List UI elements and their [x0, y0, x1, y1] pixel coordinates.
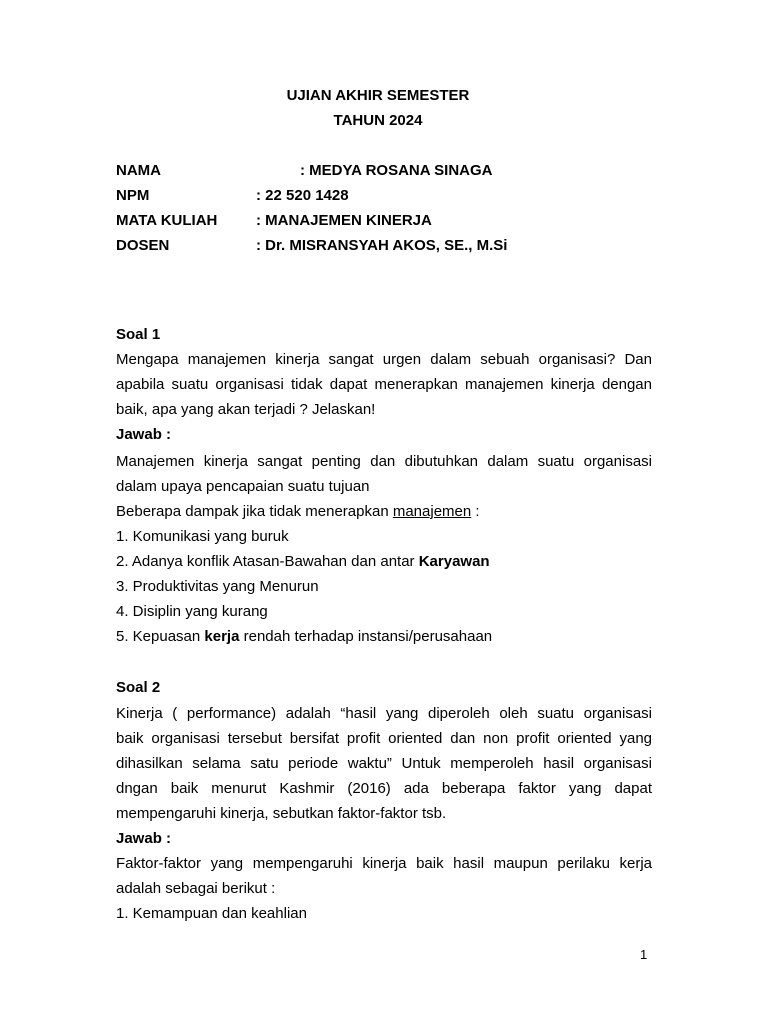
page-number: 1: [640, 947, 648, 962]
soal2-question-line: dihasilkan selama satu periode waktu” Untuk memperoleh hasil organisasi: [116, 755, 652, 772]
soal2-answer-line: Faktor-faktor yang mempengaruhi kinerja baik hasil maupun perilaku kerja: [116, 855, 652, 872]
soal2-heading: Soal 2: [116, 679, 161, 696]
npm-value: : 22 520 1428: [256, 187, 349, 204]
nama-value: : MEDYA ROSANA SINAGA: [300, 162, 493, 179]
soal1-answer-line: dalam upaya pencapaian suatu tujuan: [116, 478, 370, 495]
soal1-heading: Soal 1: [116, 326, 161, 343]
answer-text: Beberapa dampak jika tidak menerapkan: [116, 503, 393, 520]
list-item: 4. Disiplin yang kurang: [116, 603, 268, 620]
nama-label: NAMA: [116, 162, 161, 179]
soal2-question-line: Kinerja ( performance) adalah “hasil yang diperoleh oleh suatu organisasi: [116, 705, 652, 722]
list-item-text: 2. Adanya konflik Atasan-Bawahan dan antar: [116, 553, 419, 570]
answer-text: :: [471, 503, 480, 520]
list-item-text: 5. Kepuasan: [116, 628, 205, 645]
list-item: [116, 553, 490, 570]
npm-label: NPM: [116, 187, 150, 204]
exam-year: TAHUN 2024: [333, 112, 423, 129]
soal2-question-line: dngan baik menurut Kashmir (2016) ada beberapa faktor yang dapat: [116, 780, 652, 797]
list-item: 3. Produktivitas yang Menurun: [116, 578, 319, 595]
list-item: 1. Kemampuan dan keahlian: [116, 905, 307, 922]
soal2-answer-line: adalah sebagai berikut :: [116, 880, 276, 897]
dosen-value: : Dr. MISRANSYAH AKOS, SE., M.Si: [256, 237, 508, 254]
bold-word: Karyawan: [418, 553, 490, 570]
matkul-label: MATA KULIAH: [116, 212, 218, 229]
soal1-question-line: Mengapa manajemen kinerja sangat urgen dalam sebuah organisasi? Dan: [116, 351, 652, 368]
list-item: 1. Komunikasi yang buruk: [116, 528, 289, 545]
soal1-question-line: baik, apa yang akan terjadi ? Jelaskan!: [116, 401, 376, 418]
soal1-question-line: apabila suatu organisasi tidak dapat menerapkan manajemen kinerja dengan: [116, 376, 652, 393]
soal2-question-line: baik organisasi tersebut bersifat profit oriented dan non profit oriented yang: [116, 730, 652, 747]
soal1-answer-line: [116, 503, 480, 520]
list-item-text: rendah terhadap instansi/perusahaan: [239, 628, 493, 645]
soal2-jawab-label: Jawab :: [116, 830, 172, 847]
soal1-answer-line: Manajemen kinerja sangat penting dan dibutuhkan dalam suatu organisasi: [116, 453, 652, 470]
list-item: [116, 628, 492, 645]
matkul-value: : MANAJEMEN KINERJA: [256, 212, 432, 229]
exam-title: UJIAN AKHIR SEMESTER: [286, 87, 470, 104]
bold-word: kerja: [204, 628, 240, 645]
underlined-word: manajemen: [392, 503, 472, 520]
soal2-question-line: mempengaruhi kinerja, sebutkan faktor-faktor tsb.: [116, 805, 447, 822]
soal1-jawab-label: Jawab :: [116, 426, 172, 443]
dosen-label: DOSEN: [116, 237, 170, 254]
